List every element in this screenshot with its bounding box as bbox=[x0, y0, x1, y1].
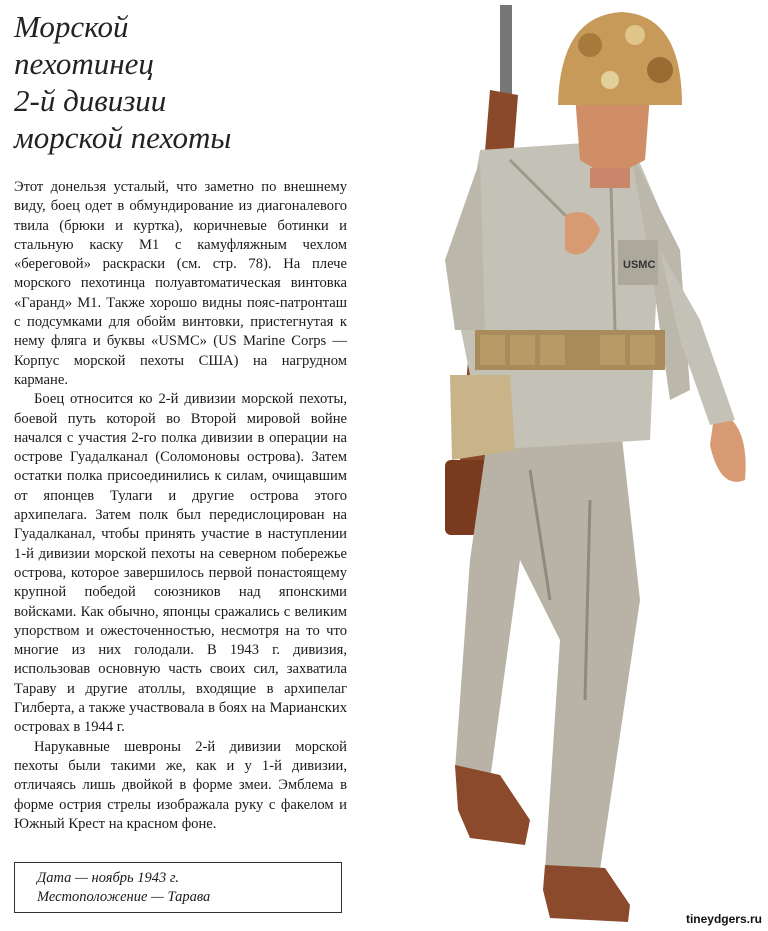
location-line: Местоположение — Тарава bbox=[37, 889, 211, 905]
cartridge-belt-illustration bbox=[475, 330, 665, 370]
marine-illustration bbox=[360, 0, 768, 931]
paragraph: Боец относится ко 2-й дивизии морской пехоты, боевой путь которой во Второй мировой войне начался с участия 2-го полка дивизии в операции на острове Гуадалканал (Соломоновы острова). Затем остатки полка присоединились к силам, очищавшим от японцев Тулаги и другие острова этого архипелага. Затем полк был передислоцирован на Гуадалканал, чтобы принять участие в наступлении 1-й дивизии морской пехоты на северном побережье острова, которое завершилось первой понастоящему крупной победой союзников над японскими войсками. Как обычно, японцы сражались с великим упорством и ожесточенностью, несмотря на то что многие из них голодали. В 1943 г. дивизия, использовав основную часть своих сил, захватила Тараву и другие атоллы, входящие в архипелаг Гилберта, а также участвовала в боях на Марианских островах в 1944 г. bbox=[14, 391, 347, 736]
helmet-illustration bbox=[558, 12, 682, 105]
title-line: 2-й дивизии bbox=[14, 83, 167, 118]
paragraph: Нарукавные шевроны 2-й дивизии морской пехоты были такими же, как и у 1-й дивизии, отличаясь лишь двойкой в форме змеи. Эмблема в форме острия стрелы изображала руку с факелом и Южный Крест на красном фоне. bbox=[14, 738, 347, 832]
date-line: Дата — ноябрь 1943 г. bbox=[37, 870, 179, 886]
title-line: морской пехоты bbox=[14, 120, 232, 155]
watermark: tineydgers.ru bbox=[685, 912, 762, 926]
paragraph: Этот донельзя усталый, что заметно по внешнему виду, боец одет в обмундирование из диагоналевого твила (брюки и куртка), коричневые ботинки и стальную каску М1 с камуфляжным чехлом «береговой» раскраски (см. стр. 78). На плече морского пехотинца полуавтоматическая винтовка «Гаранд» М1. Также хорошо видны пояс-патронташ с подсумками для обойм винтовки, пристегнутая к нему фляга и буквы «USMC» (US Marine Corps — Корпус морской пехоты США) на нагрудном кармане. bbox=[14, 179, 347, 388]
pocket-label: USMC bbox=[623, 259, 656, 271]
info-box bbox=[14, 862, 342, 913]
title-line: пехотинец bbox=[14, 46, 154, 81]
article-body bbox=[14, 178, 347, 834]
page-title bbox=[14, 8, 314, 156]
canteen-illustration bbox=[450, 375, 515, 460]
title-line: Морской bbox=[14, 9, 129, 44]
